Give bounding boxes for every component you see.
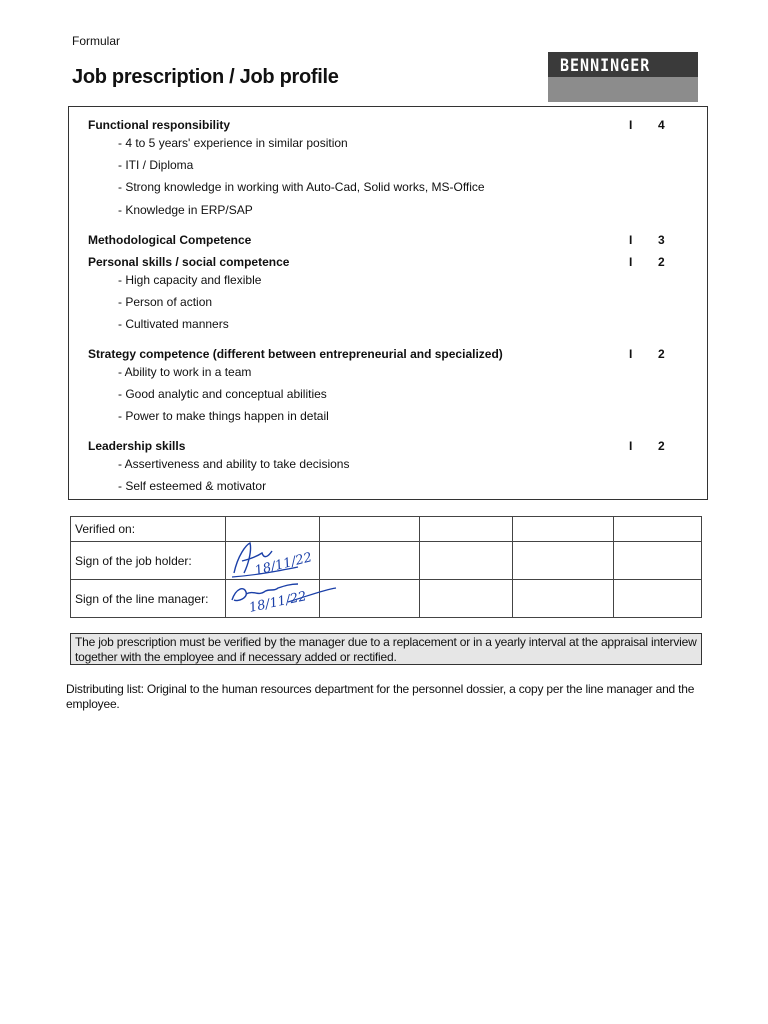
list-item: - Ability to work in a team [118,365,252,379]
signature-cell[interactable] [420,580,513,618]
distribution-list: Distributing list: Original to the human resources department for the personnel dossier, a copy per the line manager and the employee. [66,682,695,711]
section-mark-methodological: I [629,233,633,247]
list-item: - 4 to 5 years' experience in similar position [118,136,348,150]
list-item: - Knowledge in ERP/SAP [118,203,253,217]
list-item: - ITI / Diploma [118,158,194,172]
section-rating-strategy: 2 [658,347,665,361]
list-item: - Self esteemed & motivator [118,479,267,493]
verification-notice: The job prescription must be verified by the manager due to a replacement or in a yearly interval at the appraisal interview together with the employee and if necessary added or rectified. [70,633,702,665]
section-rating-functional: 4 [658,118,665,132]
page-title: Job prescription / Job profile [72,66,339,88]
date-cell[interactable] [420,517,513,542]
logo-text: BENNINGER [560,55,651,76]
verified-on-label: Verified on: [71,517,226,542]
signature-cell[interactable] [319,542,420,580]
section-mark-personal: I [629,255,633,269]
list-item: - Power to make things happen in detail [118,409,329,423]
signature-cell[interactable] [513,580,614,618]
signature-cell[interactable] [513,542,614,580]
section-rating-personal: 2 [658,255,665,269]
list-item: - Strong knowledge in working with Auto-Cad, Solid works, MS-Office [118,180,485,194]
form-label: Formular [72,34,121,48]
table-row [71,542,702,580]
job-holder-signature-date: 18/11/22 [253,550,314,579]
date-cell[interactable] [614,517,702,542]
section-heading-strategy: Strategy competence (different between entrepreneurial and specialized) [88,347,503,361]
verification-table [70,516,702,618]
date-cell[interactable] [319,517,420,542]
table-row [71,580,702,618]
table-row [71,517,702,542]
section-mark-strategy: I [629,347,633,361]
list-item: - Person of action [118,295,213,309]
date-cell[interactable] [513,517,614,542]
job-holder-sign-label: Sign of the job holder: [71,542,226,580]
section-rating-methodological: 3 [658,233,665,247]
line-manager-sign-label: Sign of the line manager: [71,580,226,618]
list-item: - Cultivated manners [118,317,229,331]
section-heading-methodological: Methodological Competence [88,233,252,247]
signature-cell[interactable] [420,542,513,580]
list-item: - High capacity and flexible [118,273,262,287]
section-heading-leadership: Leadership skills [88,439,186,453]
list-item: - Good analytic and conceptual abilities [118,387,327,401]
section-heading-personal: Personal skills / social competence [88,255,290,269]
line-manager-signature [228,578,338,620]
signature-cell[interactable] [614,580,702,618]
company-logo [548,52,698,102]
section-heading-functional: Functional responsibility [88,118,231,132]
list-item: - Assertiveness and ability to take decisions [118,457,350,471]
signature-cell[interactable] [614,542,702,580]
section-mark-functional: I [629,118,633,132]
section-mark-leadership: I [629,439,633,453]
job-holder-signature [228,535,328,581]
section-rating-leadership: 2 [658,439,665,453]
line-manager-signature-date: 18/11/22 [247,589,308,616]
